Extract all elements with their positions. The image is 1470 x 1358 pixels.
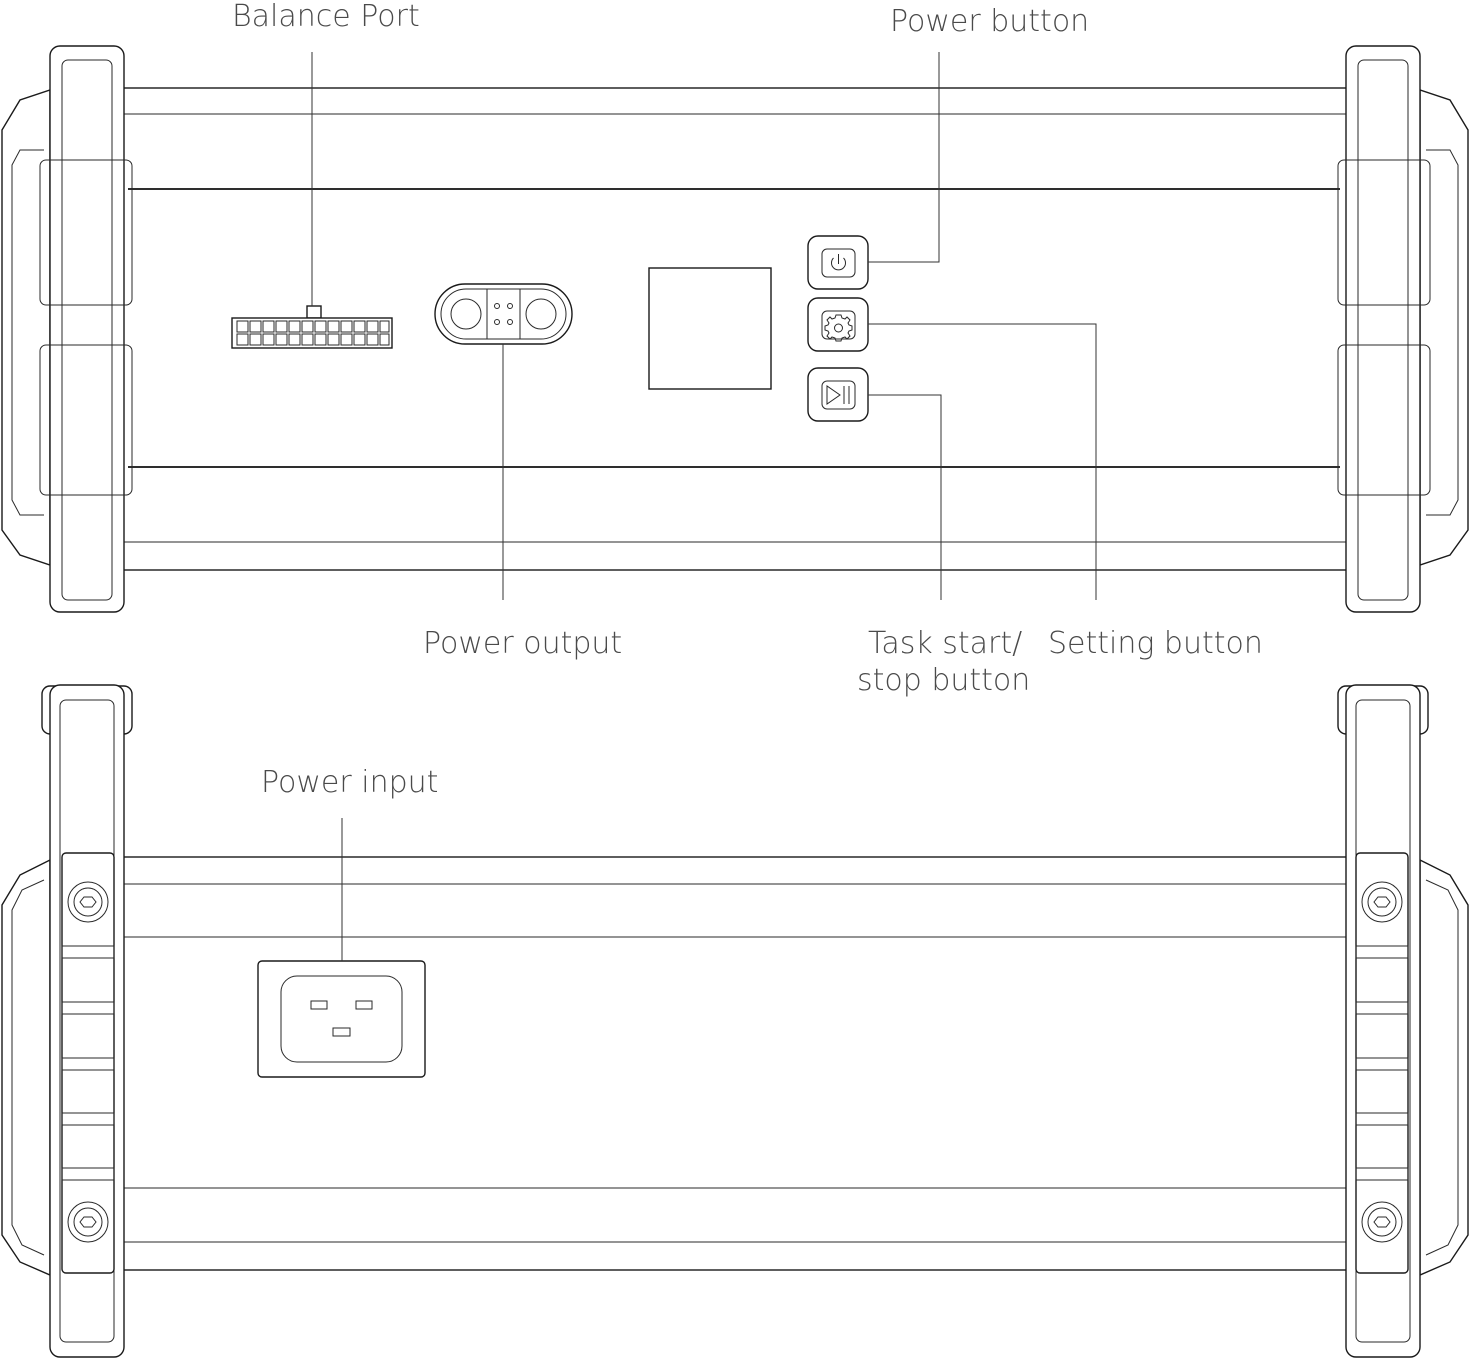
- rear-panel-view: [2, 685, 1468, 1357]
- power-button[interactable]: [808, 236, 868, 289]
- setting-button-label: Setting button: [1048, 626, 1263, 661]
- power-output-label: Power output: [423, 626, 623, 661]
- power-input-socket: [258, 961, 425, 1077]
- right-bumper: [1338, 46, 1468, 612]
- front-panel-view: [2, 46, 1468, 612]
- task-start-label-line2: stop button: [857, 663, 1031, 698]
- setting-button[interactable]: [808, 298, 868, 351]
- left-rear-bumper: [42, 685, 132, 1357]
- balance-port-label: Balance Port: [232, 0, 420, 34]
- power-button-label: Power button: [890, 4, 1090, 39]
- display-screen: [649, 268, 771, 389]
- power-input-label: Power input: [261, 765, 439, 800]
- task-start-stop-button[interactable]: [808, 368, 868, 421]
- right-rear-bumper: [1338, 685, 1428, 1357]
- task-start-label-line1: Task start/: [868, 626, 1023, 661]
- left-bumper: [2, 46, 132, 612]
- power-output-connector: [435, 284, 572, 344]
